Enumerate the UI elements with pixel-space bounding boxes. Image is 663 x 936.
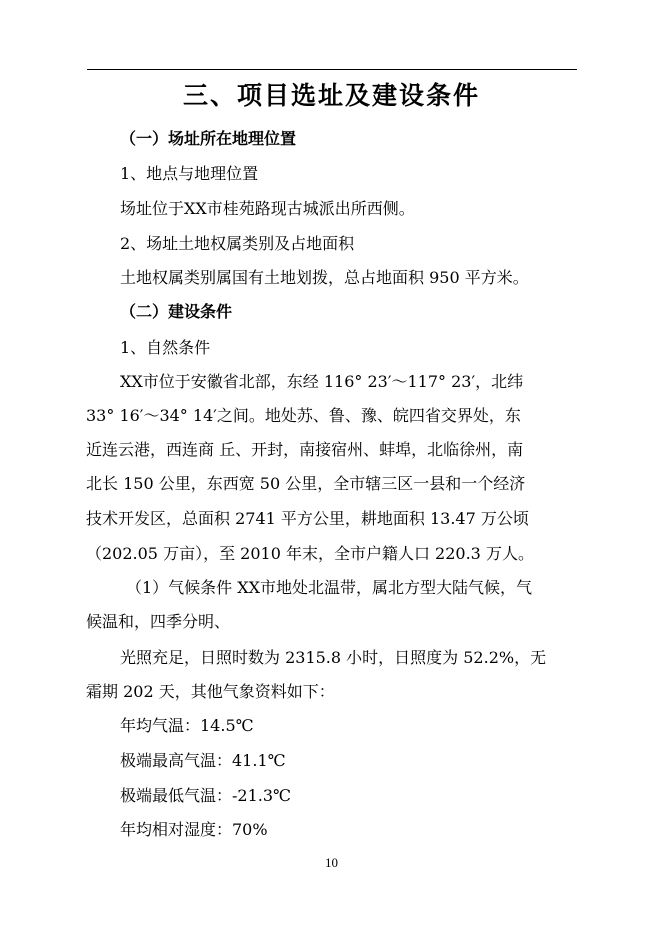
header-rule [87, 69, 577, 70]
paragraph-geography-line: 技术开发区，总面积 2741 平方公里，耕地面积 13.47 万公顷 [86, 509, 529, 528]
paragraph-site-location: 场址位于XX市桂苑路现古城派出所西侧。 [120, 199, 415, 218]
section-heading-conditions: （二）建设条件 [120, 302, 233, 321]
paragraph-geography-line: 33° 16′～34° 14′之间。地处苏、鲁、豫、皖四省交界处，东 [86, 406, 521, 425]
item-heading-natural: 1、自然条件 [120, 338, 211, 357]
section-heading-location: （一）场址所在地理位置 [120, 129, 297, 148]
paragraph-geography-line: XX市位于安徽省北部，东经 116° 23′～117° 23′，北纬 [120, 372, 524, 391]
paragraph-land-ownership: 土地权属类别属国有土地划拨，总占地面积 950 平方米。 [120, 268, 529, 287]
stat-max-temperature: 极端最高气温：41.1℃ [120, 751, 286, 770]
stat-humidity: 年均相对湿度：70% [120, 820, 268, 839]
page-number: 10 [325, 855, 338, 870]
paragraph-climate-line: 候温和，四季分明、 [86, 612, 231, 631]
stat-annual-temperature: 年均气温：14.5℃ [120, 716, 254, 735]
page-title: 三、项目选址及建设条件 [182, 81, 480, 110]
stat-min-temperature: 极端最低气温：-21.3℃ [120, 786, 291, 805]
item-heading-land: 2、场址土地权属类别及占地面积 [120, 234, 355, 253]
item-heading-location: 1、地点与地理位置 [120, 164, 259, 183]
paragraph-geography-line: （202.05 万亩），至 2010 年末，全市户籍人口 220.3 万人。 [86, 544, 534, 563]
paragraph-sunshine-line: 霜期 202 天，其他气象资料如下： [86, 682, 335, 701]
paragraph-geography-line: 近连云港，西连商 丘、开封，南接宿州、蚌埠，北临徐州，南 [86, 440, 524, 459]
paragraph-sunshine-line: 光照充足，日照时数为 2315.8 小时，日照度为 52.2%，无 [120, 648, 547, 667]
paragraph-geography-line: 北长 150 公里，东西宽 50 公里，全市辖三区一县和一个经济 [86, 474, 526, 493]
paragraph-climate-line: （1）气候条件 XX市地处北温带，属北方型大陆气候，气 [126, 578, 533, 597]
